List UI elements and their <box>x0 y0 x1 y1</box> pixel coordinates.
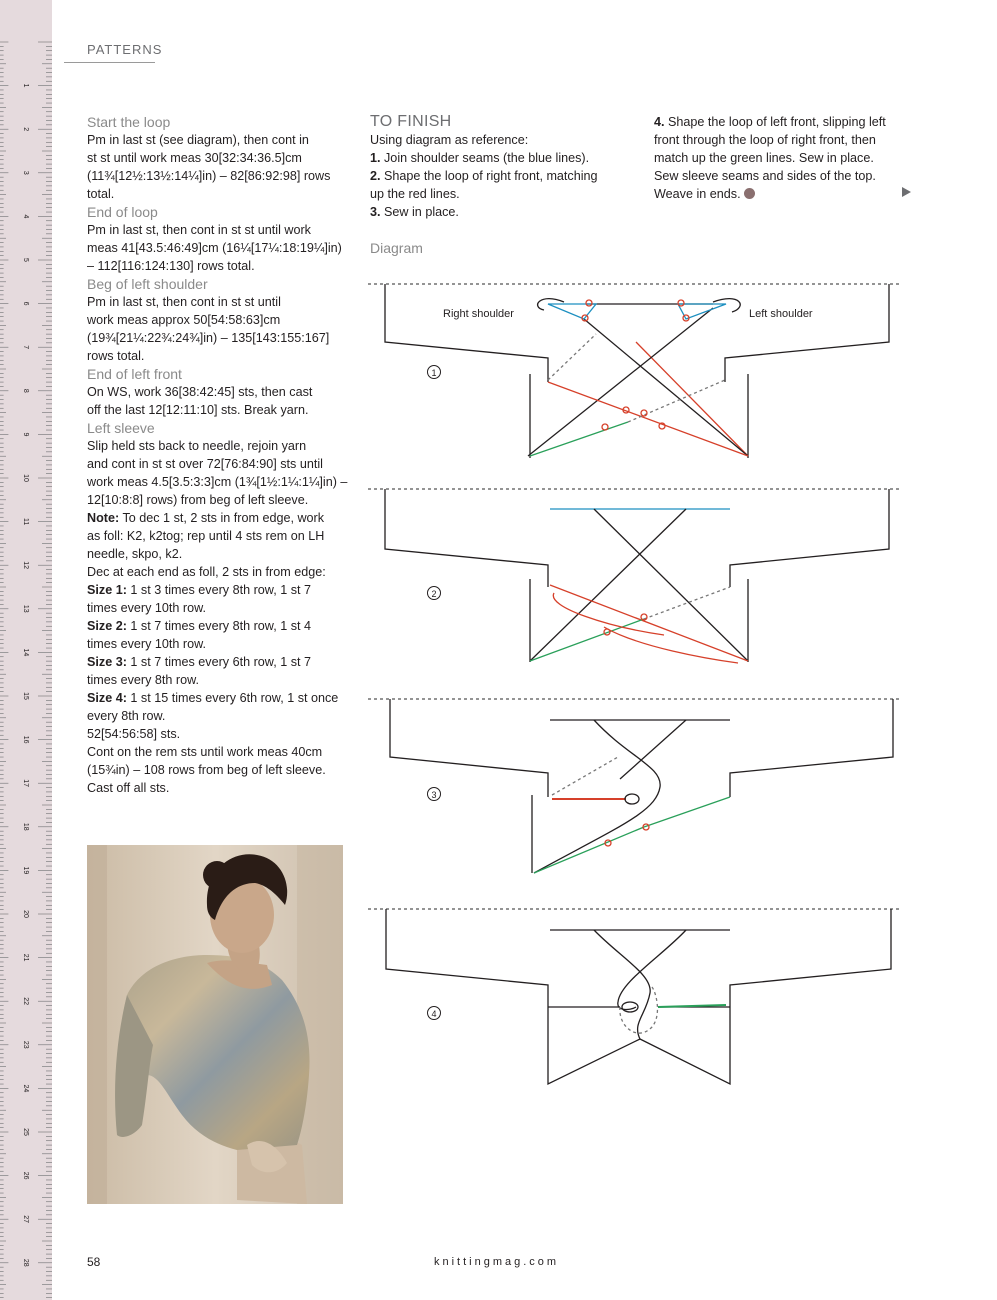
size-label: Size 4: <box>87 691 127 705</box>
text-line: times every 8th row. <box>87 673 199 687</box>
marker <box>641 410 647 416</box>
ruler-label: 12 <box>22 561 29 570</box>
ruler-label: 19 <box>22 866 29 875</box>
marker <box>602 424 608 430</box>
middle-column <box>370 113 632 257</box>
right-column <box>654 113 916 203</box>
text-line: 52[54:56:58] sts. <box>87 727 181 741</box>
diagram-step-4 <box>368 909 900 1084</box>
text-line: (15¾in) – 108 rows from beg of left sleeve. <box>87 763 326 777</box>
red-seam-line <box>550 585 748 661</box>
heading-diagram: Diagram <box>370 240 423 256</box>
footer-url: knittingmag.com <box>434 1256 560 1268</box>
size-line <box>87 689 349 707</box>
text-line <box>654 185 916 203</box>
front-line <box>528 308 713 456</box>
step-number: 4. <box>654 115 665 129</box>
front-line <box>584 319 748 456</box>
finishing-diagram <box>368 272 908 1092</box>
size-text: 1 st 7 times every 6th row, 1 st 7 <box>126 655 311 669</box>
ruler-label: 24 <box>22 1084 29 1093</box>
ruler-label: 5 <box>22 258 29 262</box>
ruler-label: 20 <box>22 910 29 918</box>
front-line <box>618 930 686 1010</box>
ruler-label: 21 <box>22 953 29 962</box>
ruler-label: 1 <box>22 83 29 88</box>
step-number: 2 <box>431 589 437 599</box>
size-text: 1 st 3 times every 8th row, 1 st 7 <box>126 583 311 597</box>
step-number: 2. <box>370 169 381 183</box>
label-left-shoulder: Left shoulder <box>749 308 813 320</box>
size-label: Size 1: <box>87 583 127 597</box>
step-line <box>370 149 632 167</box>
step-number: 4 <box>431 1009 437 1019</box>
step-number: 3 <box>431 790 437 800</box>
ruler-ticks <box>0 0 52 1300</box>
heading-end-left-front: End of left front <box>87 366 182 382</box>
ruler-label: 4 <box>22 214 29 219</box>
heading-beg-left-shoulder: Beg of left shoulder <box>87 276 208 292</box>
section-underline <box>64 62 155 63</box>
yarn-ball-icon <box>744 188 755 199</box>
text-line: Cont on the rem sts until work meas 40cm <box>87 745 323 759</box>
note-label: Note: <box>87 511 120 525</box>
arrow-curve <box>713 299 740 312</box>
text-line: (19¾[21¼:22¾:24¾]in) – 135[143:155:167] <box>87 331 330 345</box>
ruler-label: 22 <box>22 997 29 1006</box>
ruler-label: 13 <box>22 604 29 613</box>
garment-outline <box>385 489 548 587</box>
step-text: Shape the loop of left front, slipping left <box>664 115 886 129</box>
ruler-label: 16 <box>22 735 29 744</box>
heading-left-sleeve: Left sleeve <box>87 420 155 436</box>
ruler-label: 2 <box>22 127 29 132</box>
green-seam-line <box>534 827 644 873</box>
garment-outline <box>725 284 889 382</box>
photo-illustration <box>87 845 343 1204</box>
green-seam-line <box>530 619 644 661</box>
text-line: off the last 12[12:11:10] sts. Break yarn. <box>87 403 309 417</box>
size-text: 1 st 7 times every 8th row, 1 st 4 <box>126 619 311 633</box>
front-line <box>530 509 686 661</box>
triangle-right-icon <box>902 187 911 197</box>
text-line: needle, skpo, k2. <box>87 547 183 561</box>
text-line: (11¾[12½:13½:14¼]in) – 82[86:92:98] rows total. <box>87 169 331 201</box>
size-text: 1 st 15 times every 6th row, 1 st once <box>126 691 339 705</box>
text-line: match up the green lines. Sew in place. <box>654 151 874 165</box>
text-line: work meas 4.5[3.5:3:3]cm (1¾[1½:1¼:1¼]in) – <box>87 475 348 489</box>
ruler-label: 9 <box>22 432 29 437</box>
marker <box>678 300 684 306</box>
green-seam-line <box>644 797 730 827</box>
step-text: Join shoulder seams (the blue lines). <box>380 151 590 165</box>
step-text: Shape the loop of right front, matching <box>380 169 598 183</box>
text-line: Pm in last st, then cont in st st until work <box>87 223 311 237</box>
ruler-label: 14 <box>22 648 29 657</box>
label-right-shoulder: Right shoulder <box>443 308 514 320</box>
model-photo <box>87 845 343 1204</box>
text-line: – 112[116:124:130] rows total. <box>87 259 255 273</box>
size-label: Size 3: <box>87 655 127 669</box>
text-line: Slip held sts back to needle, rejoin yarn <box>87 439 307 453</box>
text-line: front through the loop of right front, then <box>654 133 876 147</box>
text-line: times every 10th row. <box>87 637 206 651</box>
ruler-label: 17 <box>22 779 29 788</box>
text-line: st st until work meas 30[32:34:36.5]cm <box>87 151 302 165</box>
red-seam-line <box>548 382 748 456</box>
text-line: Dec at each end as foll, 2 sts in from edge: <box>87 565 326 579</box>
heading-end-loop: End of loop <box>87 204 158 220</box>
text-line: Cast off all sts. <box>87 781 170 795</box>
left-column <box>87 113 349 797</box>
size-line <box>87 653 349 671</box>
ruler-label: 28 <box>22 1258 29 1267</box>
step-line <box>370 203 632 221</box>
red-arrow-curve <box>604 627 738 663</box>
garment-outline <box>730 909 891 1007</box>
garment-outline <box>730 699 893 797</box>
loop <box>625 794 639 804</box>
ruler-label: 18 <box>22 822 29 831</box>
red-arrow-curve <box>553 593 664 635</box>
garment-outline <box>730 489 889 587</box>
text-line: Pm in last st, then cont in st st until <box>87 295 281 309</box>
step-line <box>654 113 916 131</box>
size-line <box>87 617 349 635</box>
text-line: On WS, work 36[38:42:45] sts, then cast <box>87 385 313 399</box>
text-line: times every 10th row. <box>87 601 206 615</box>
ruler-label: 23 <box>22 1040 29 1049</box>
ruler-label: 7 <box>22 345 29 350</box>
text-line: work meas approx 50[54:58:63]cm <box>87 313 281 327</box>
dashed-guide <box>548 334 596 380</box>
step-line <box>370 167 632 185</box>
garment-outline <box>385 284 548 382</box>
page-number: 58 <box>87 1255 101 1269</box>
measuring-ruler <box>0 0 52 1300</box>
text-line: as foll: K2, k2tog; rep until 4 sts rem on LH <box>87 529 325 543</box>
text-line: Sew sleeve seams and sides of the top. <box>654 169 876 183</box>
heading-to-finish: TO FINISH <box>370 113 452 130</box>
ruler-label: 8 <box>22 388 29 393</box>
step-number: 3. <box>370 205 381 219</box>
text-line: Using diagram as reference: <box>370 133 529 147</box>
section-label: PATTERNS <box>87 42 163 57</box>
ruler-label: 15 <box>22 692 29 700</box>
ruler-label: 25 <box>22 1128 29 1136</box>
front-line <box>594 509 748 661</box>
garment-outline <box>386 909 548 1007</box>
hair-bun <box>203 861 231 889</box>
ruler-label: 3 <box>22 170 29 175</box>
green-seam-line <box>530 422 628 456</box>
backdrop-fold <box>87 845 107 1204</box>
text-line: up the red lines. <box>370 187 460 201</box>
step-text: Sew in place. <box>380 205 459 219</box>
garment-outline <box>390 699 548 797</box>
step-number: 1 <box>431 368 437 378</box>
garment-outline <box>548 1007 730 1084</box>
dashed-guide <box>644 587 730 619</box>
ruler-label: 10 <box>22 474 29 482</box>
text-line: 12[10:8:8] rows) from beg of left sleeve. <box>87 493 309 507</box>
heading-start-loop: Start the loop <box>87 114 171 130</box>
diagram-step-1 <box>368 284 900 458</box>
size-label: Size 2: <box>87 619 127 633</box>
diagram-step-2 <box>368 489 900 663</box>
text-line: and cont in st st over 72[76:84:90] sts until <box>87 457 323 471</box>
step-text: Weave in ends. <box>654 187 741 201</box>
note-line <box>87 509 349 527</box>
text-line: rows total. <box>87 349 145 363</box>
front-line <box>594 930 650 1039</box>
size-line <box>87 581 349 599</box>
ruler-label: 6 <box>22 301 29 306</box>
text-line: Pm in last st (see diagram), then cont in <box>87 133 309 147</box>
ruler-label: 11 <box>22 517 29 526</box>
marker <box>586 300 592 306</box>
text-line: meas 41[43.5:46:49]cm (16¼[17¼:18:19¼]in) <box>87 241 342 255</box>
front-line <box>534 720 660 873</box>
text-line: every 8th row. <box>87 709 166 723</box>
ruler-label: 26 <box>22 1171 29 1180</box>
note-text: To dec 1 st, 2 sts in from edge, work <box>119 511 325 525</box>
dashed-guide <box>552 757 618 795</box>
ruler-label: 27 <box>22 1215 29 1224</box>
step-number: 1. <box>370 151 381 165</box>
red-seam-line <box>636 342 748 456</box>
diagram-step-3 <box>368 699 900 873</box>
